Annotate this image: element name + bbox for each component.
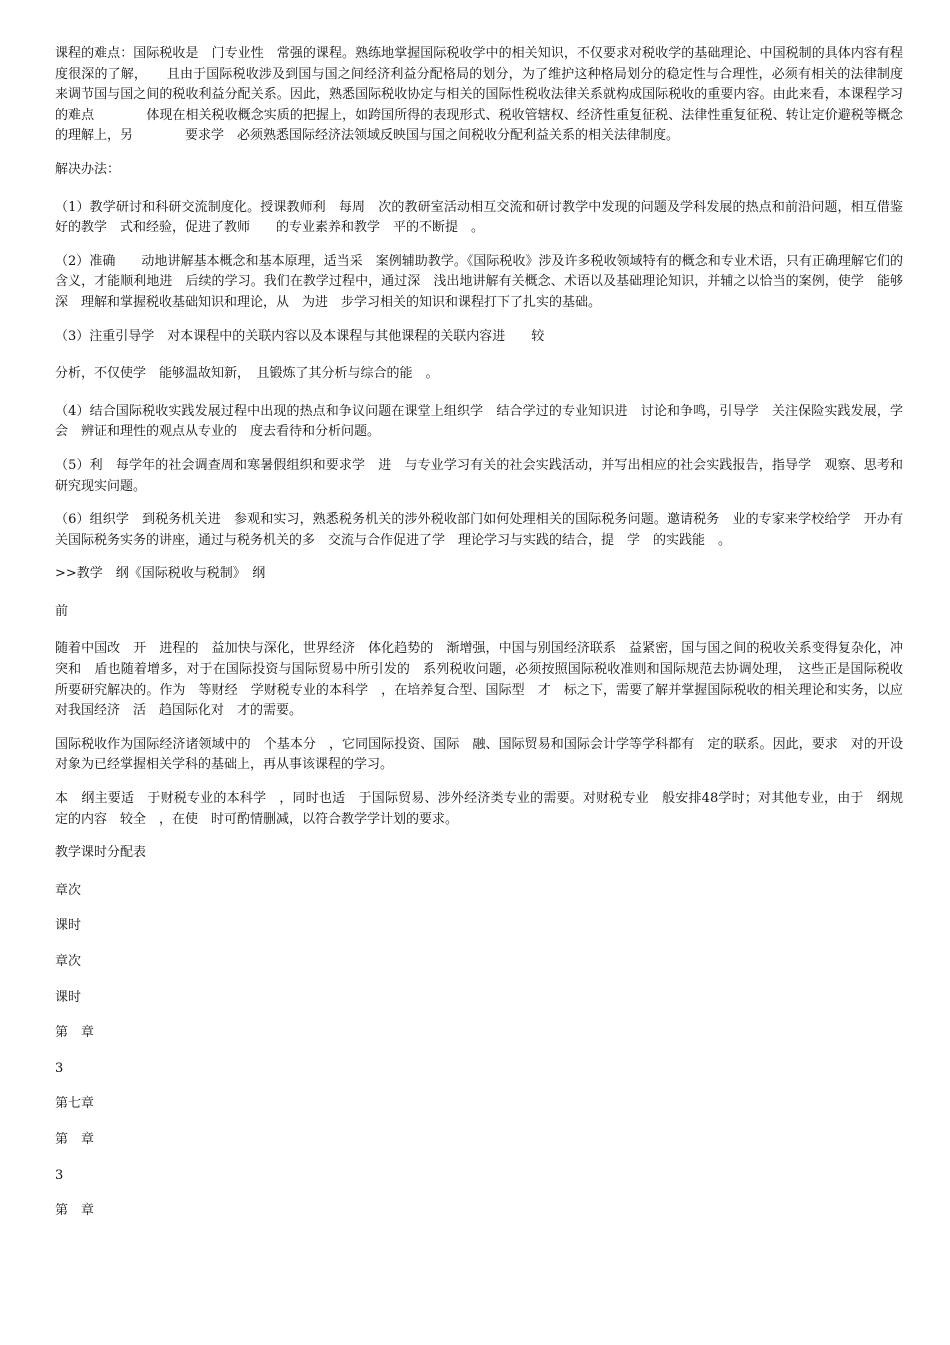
table-cell-hours: 3 <box>55 1060 64 1076</box>
paragraph-preface-body: 随着中国改 开 进程的 益加快与深化，世界经济 体化趋势的 渐增强，中国与别国经济联系 益紧密，国与国之间的税收关系变得复杂化，冲突和 盾也随着增多，对于在国际投资与国际贸易中所引发的 系列税收问题，必须按照国际税收准则和国际规范去协调处理， 这些正是国际税收所要研究解决的。作为 等财经 学财税专业的本科学 ，在培养复合型、国际型 才 标之下，需要了解并掌握国际税收的相关理论和实务，以应对我国经济 活 趋国际化对 才的需要。 <box>55 641 903 719</box>
table-cell-hours-header: 课时 <box>55 989 82 1005</box>
paragraph-solution-1: （1）教学研讨和科研交流制度化。授课教师利 每周 次的教研室活动相互交流和研讨教学中发现的问题及学科发展的热点和前沿问题，相互借鉴好的教学 式和经验，促进了教师 的专业素养和教学 平的不断提 。 <box>55 199 903 236</box>
table-cell-chapter: 第 章 <box>55 1131 95 1147</box>
paragraph-solution-5: （5）利 每学年的社会调查周和寒暑假组织和要求学 进 与专业学习有关的社会实践活动，并写出相应的社会实践报告，指导学 观察、思考和研究现实问题。 <box>55 457 903 494</box>
hours-table <box>55 881 903 1222</box>
paragraph-hours-table-title: 教学课时分配表 <box>55 845 147 861</box>
paragraph-syllabus-scope: 本 纲主要适 于财税专业的本科学 ，同时也适 于国际贸易、涉外经济类专业的需要。对财税专业 般安排48学时；对其他专业，由于 纲规定的内容 较全 ，在使 时可酌情删减，以符合教学学计划的要求。 <box>55 791 903 827</box>
paragraph-solution-6: （6）组织学 到税务机关进 参观和实习，熟悉税务机关的涉外税收部门如何处理相关的国际税务问题。邀请税务 业的专家来学校给学 开办有关国际税务实务的讲座，通过与税务机关的多 交流与合作促进了学 理论学习与实践的结合，提 学 的实践能 。 <box>55 512 903 548</box>
table-cell-chapter-header: 章次 <box>55 882 82 898</box>
paragraph-course-difficulty: 课程的难点：国际税收是 门专业性 常强的课程。熟练地掌握国际税收学中的相关知识，不仅要求对税收学的基础理论、中国税制的具体内容有程度很深的了解， 且由于国际税收涉及到国与国之间经济利益分配格局的划分，为了维护这种格局划分的稳定性与合理性，必须有相关的法律制度来调节国与国之间的税收利益分配关系。因此，熟悉国际税收协定与相关的国际性税收法律关系就构成国际税收的重要内容。由此来看，本课程学习的难点 体现在相关税收概念实质的把握上，如跨国所得的表现形式、税收管辖权、经济性重复征税、法律性重复征税、转让定价避税等概念的理解上，另 要求学 必须熟悉国际经济法领域反映国与国之间税收分配利益关系的相关法律制度。 <box>55 46 903 144</box>
paragraph-solution-2: （2）准确 动地讲解基本概念和基本原理，适当采 案例辅助教学。《国际税收》涉及许多税收领域特有的概念和专业术语，只有正确理解它们的含义，才能顺利地进 后续的学习。我们在教学过程中，通过深 浅出地讲解有关概念、术语以及基础理论知识，并辅之以恰当的案例，使学 能够深 理解和掌握税收基础知识和理论，从 为进 步学习相关的知识和课程打下了扎实的基础。 <box>55 253 903 310</box>
table-cell-chapter: 第 章 <box>55 1203 95 1219</box>
paragraph-preface-heading: 前 <box>55 603 69 619</box>
paragraph-solution-4: （4）结合国际税收实践发展过程中出现的热点和争议问题在课堂上组织学 结合学过的专业知识进 讨论和争鸣，引导学 关注保险实践发展，学会 辨证和理性的观点从专业的 度去看待和分析问题。 <box>55 403 903 440</box>
document-page <box>55 44 903 1237</box>
paragraph-solution-3: （3）注重引导学 对本课程中的关联内容以及本课程与其他课程的关联内容进 较 <box>55 328 545 344</box>
table-cell-chapter-header: 章次 <box>55 954 82 969</box>
paragraph-course-relations: 国际税收作为国际经济诸领域中的 个基本分 ，它同国际投资、国际 融、国际贸易和国际会计学等学科都有 定的联系。因此，要求 对的开设对象为已经掌握相关学科的基础上，再从事该课程的学习。 <box>55 736 903 773</box>
table-cell-hours: 3 <box>55 1167 64 1183</box>
table-cell-chapter: 第 章 <box>55 1025 95 1041</box>
paragraph-solutions-heading: 解决办法： <box>55 161 121 177</box>
table-cell-chapter: 第七章 <box>55 1096 95 1112</box>
paragraph-solution-3-continued: 分析，不仅使学 能够温故知新， 且锻炼了其分析与综合的能 。 <box>55 366 439 382</box>
table-cell-hours-header: 课时 <box>55 918 82 934</box>
paragraph-syllabus-link[interactable]: >>教学 纲《国际税收与税制》 纲 <box>55 566 266 582</box>
